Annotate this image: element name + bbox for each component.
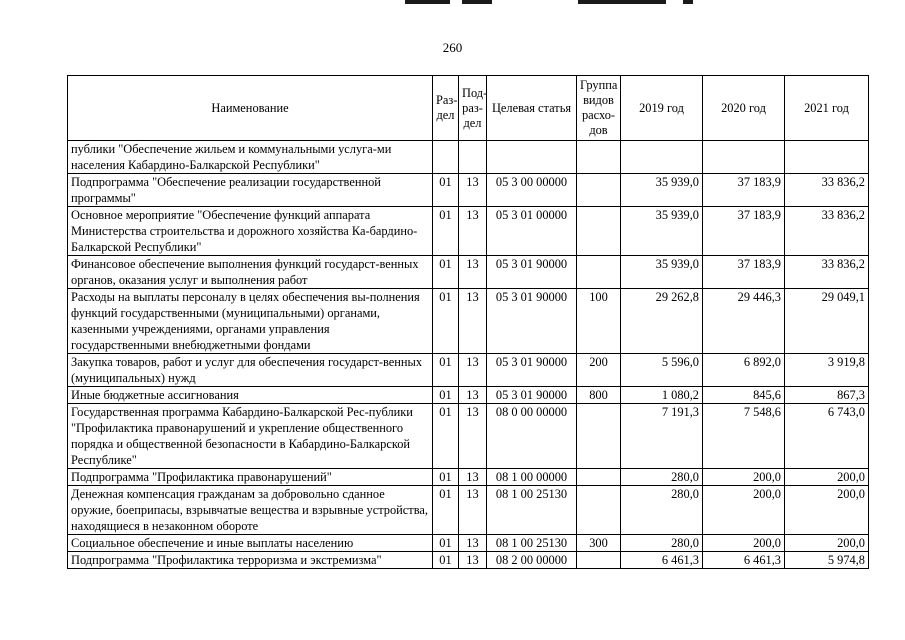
cell-group [577, 404, 621, 469]
table-row [68, 207, 869, 256]
table-row [68, 486, 869, 535]
cell-target: 05 3 00 00000 [487, 174, 577, 207]
cell-subsection: 13 [459, 387, 487, 404]
cell-name: Иные бюджетные ассигнования [68, 387, 433, 404]
cell-group [577, 141, 621, 174]
cell-section: 01 [433, 256, 459, 289]
cell-group: 300 [577, 535, 621, 552]
cell-2021: 6 743,0 [785, 404, 869, 469]
cell-2020: 37 183,9 [703, 207, 785, 256]
cell-subsection: 13 [459, 174, 487, 207]
cell-target: 08 1 00 25130 [487, 535, 577, 552]
cell-2021: 200,0 [785, 535, 869, 552]
cell-name: Закупка товаров, работ и услуг для обеспечения государст-венных (муниципальных) нужд [68, 354, 433, 387]
cell-name: Подпрограмма "Профилактика правонарушений" [68, 469, 433, 486]
cell-subsection: 13 [459, 486, 487, 535]
cell-group [577, 469, 621, 486]
cell-2019: 35 939,0 [621, 256, 703, 289]
cell-name: Основное мероприятие "Обеспечение функций аппарата Министерства строительства и дорожного хозяйства Ка-бардино-Балкарской Республики" [68, 207, 433, 256]
cell-2020: 200,0 [703, 535, 785, 552]
header-subsection: Под-раз-дел [459, 76, 487, 141]
cell-2021: 3 919,8 [785, 354, 869, 387]
cell-name: Государственная программа Кабардино-Балкарской Рес-публики "Профилактика правонарушений и укрепление общественного порядка и общественной безопасности в Кабардино-Балкарской Республике" [68, 404, 433, 469]
cell-2021: 33 836,2 [785, 174, 869, 207]
cell-target: 08 0 00 00000 [487, 404, 577, 469]
cell-target: 05 3 01 00000 [487, 207, 577, 256]
cell-target: 05 3 01 90000 [487, 354, 577, 387]
cell-2021: 867,3 [785, 387, 869, 404]
table-row [68, 174, 869, 207]
cell-target [487, 141, 577, 174]
cell-2019: 35 939,0 [621, 174, 703, 207]
cell-section: 01 [433, 404, 459, 469]
cell-section: 01 [433, 354, 459, 387]
cell-2020: 6 892,0 [703, 354, 785, 387]
cell-name: публики "Обеспечение жильем и коммунальными услуга-ми населения Кабардино-Балкарской Республики" [68, 141, 433, 174]
cell-group [577, 552, 621, 569]
cell-2019: 1 080,2 [621, 387, 703, 404]
cell-2021: 29 049,1 [785, 289, 869, 354]
budget-table [67, 75, 869, 569]
cell-name: Денежная компенсация гражданам за добровольно сданное оружие, боеприпасы, взрывчатые вещества и взрывные устройства, находящиеся в незаконном обороте [68, 486, 433, 535]
cell-subsection: 13 [459, 354, 487, 387]
cell-2020: 37 183,9 [703, 256, 785, 289]
header-name: Наименование [68, 76, 433, 141]
cell-group [577, 174, 621, 207]
cell-section: 01 [433, 486, 459, 535]
table-row [68, 141, 869, 174]
cell-subsection: 13 [459, 469, 487, 486]
cell-name: Финансовое обеспечение выполнения функций государст-венных органов, оказания услуг и выполнения работ [68, 256, 433, 289]
top-edge-marks [0, 0, 905, 6]
cell-name: Подпрограмма "Обеспечение реализации государственной программы" [68, 174, 433, 207]
cell-2021: 200,0 [785, 469, 869, 486]
cell-section: 01 [433, 387, 459, 404]
cell-section: 01 [433, 174, 459, 207]
table-row [68, 552, 869, 569]
cell-target: 08 1 00 00000 [487, 469, 577, 486]
cell-section: 01 [433, 552, 459, 569]
cell-name: Социальное обеспечение и иные выплаты населению [68, 535, 433, 552]
cell-group: 100 [577, 289, 621, 354]
cell-subsection: 13 [459, 207, 487, 256]
table-body [68, 141, 869, 569]
cell-subsection: 13 [459, 552, 487, 569]
cell-2019: 7 191,3 [621, 404, 703, 469]
cell-section [433, 141, 459, 174]
header-section: Раз-дел [433, 76, 459, 141]
cell-group: 200 [577, 354, 621, 387]
table-row [68, 387, 869, 404]
cell-2020: 6 461,3 [703, 552, 785, 569]
cell-2020: 200,0 [703, 486, 785, 535]
cell-group [577, 207, 621, 256]
cell-target: 05 3 01 90000 [487, 289, 577, 354]
cell-name: Расходы на выплаты персоналу в целях обеспечения вы-полнения функций государственными (муниципальными) органами, казенными учреждениями, органами управления государственными внебюджетными фондами [68, 289, 433, 354]
page-number: 260 [442, 40, 463, 55]
cell-subsection: 13 [459, 289, 487, 354]
cell-target: 08 1 00 25130 [487, 486, 577, 535]
cell-target: 05 3 01 90000 [487, 387, 577, 404]
cell-2019: 280,0 [621, 535, 703, 552]
cell-section: 01 [433, 207, 459, 256]
table-row [68, 256, 869, 289]
header-group: Группа видов расхо-дов [577, 76, 621, 141]
cell-2020: 200,0 [703, 469, 785, 486]
cell-subsection [459, 141, 487, 174]
cell-2021: 33 836,2 [785, 207, 869, 256]
cell-section: 01 [433, 289, 459, 354]
table-row [68, 404, 869, 469]
cell-name: Подпрограмма "Профилактика терроризма и экстремизма" [68, 552, 433, 569]
cell-subsection: 13 [459, 535, 487, 552]
cell-target: 08 2 00 00000 [487, 552, 577, 569]
cell-section: 01 [433, 535, 459, 552]
cell-group: 800 [577, 387, 621, 404]
header-2021: 2021 год [785, 76, 869, 141]
cell-2020: 845,6 [703, 387, 785, 404]
cell-2019: 5 596,0 [621, 354, 703, 387]
cell-2019: 6 461,3 [621, 552, 703, 569]
header-row [68, 76, 869, 141]
header-target: Целевая статья [487, 76, 577, 141]
cell-subsection: 13 [459, 256, 487, 289]
cell-group [577, 486, 621, 535]
cell-2020 [703, 141, 785, 174]
cell-2020: 7 548,6 [703, 404, 785, 469]
cell-2019 [621, 141, 703, 174]
table-row [68, 535, 869, 552]
cell-2019: 280,0 [621, 469, 703, 486]
cell-group [577, 256, 621, 289]
cell-2021: 5 974,8 [785, 552, 869, 569]
cell-2019: 29 262,8 [621, 289, 703, 354]
cell-subsection: 13 [459, 404, 487, 469]
header-2020: 2020 год [703, 76, 785, 141]
table-row [68, 469, 869, 486]
cell-target: 05 3 01 90000 [487, 256, 577, 289]
table-row [68, 354, 869, 387]
cell-2021: 33 836,2 [785, 256, 869, 289]
header-2019: 2019 год [621, 76, 703, 141]
cell-2019: 35 939,0 [621, 207, 703, 256]
cell-2021 [785, 141, 869, 174]
cell-2020: 37 183,9 [703, 174, 785, 207]
cell-2019: 280,0 [621, 486, 703, 535]
table-row [68, 289, 869, 354]
cell-section: 01 [433, 469, 459, 486]
cell-2021: 200,0 [785, 486, 869, 535]
cell-2020: 29 446,3 [703, 289, 785, 354]
